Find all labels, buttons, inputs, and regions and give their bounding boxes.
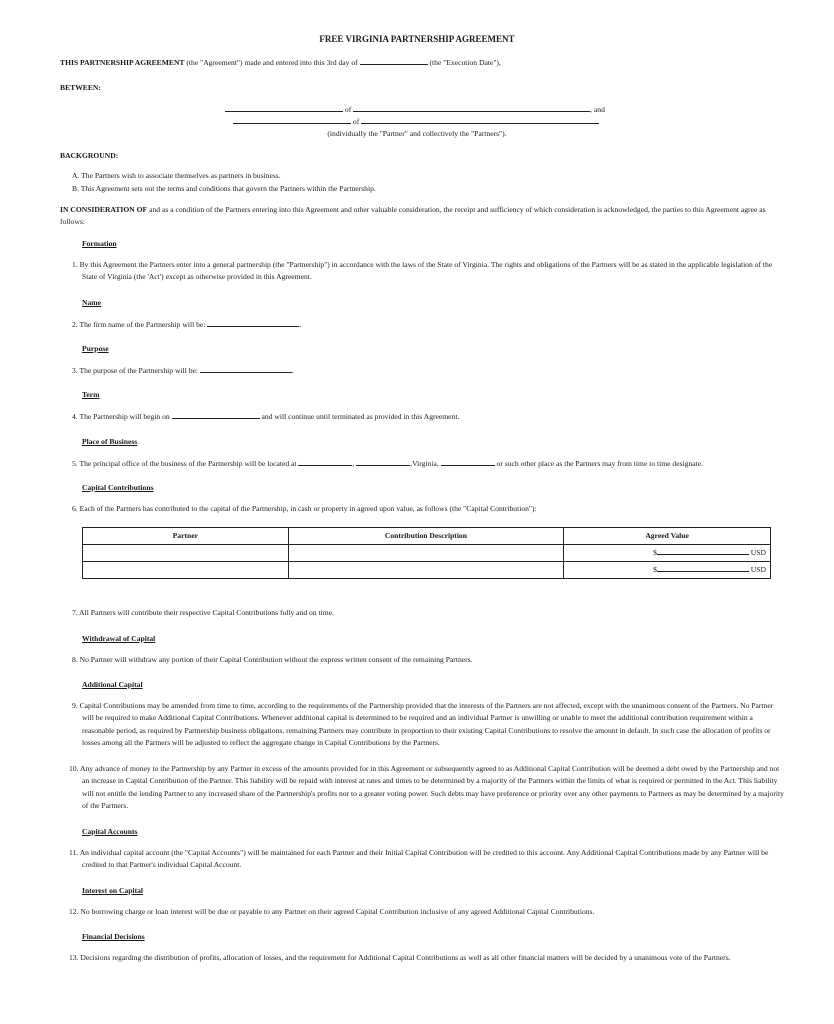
section-heading-financial-decisions: Financial Decisions [82,932,145,941]
section-heading-name: Name [82,298,101,307]
party-2-of: of [351,117,362,126]
capital-contributions-table [82,527,771,579]
agreed-value-field[interactable] [657,546,749,555]
partner-2-name-field[interactable] [233,115,351,124]
background-item-b: B. This Agreement sets out the terms and conditions that govern the Partners within the Partnership. [72,184,376,193]
between-heading: BETWEEN: [60,83,101,92]
intro-text-1: (the "Agreement") made and entered into this 3rd day of [184,58,360,67]
partner-1-address-field[interactable] [353,103,590,112]
clause-3: 3. The purpose of the Partnership will be: . [72,366,294,375]
currency-unit: USD [750,548,766,558]
partner-cell[interactable] [83,562,289,579]
intro-paragraph [60,56,501,69]
clause-8: 8. No Partner will withdraw any portion of their Capital Contribution without the express written consent of the remaining Partners. [72,655,473,664]
table-row [83,562,771,579]
section-heading-capital-contributions: Capital Contributions [82,483,154,492]
table-row [83,545,771,562]
currency-symbol: $ [653,565,657,575]
agreed-value-field[interactable] [657,563,749,572]
clause-2-text: 2. The firm name of the Partnership will be: [72,320,208,329]
section-heading-formation: Formation [82,239,117,248]
clause-5-text-b: ,Virginia, [410,459,441,468]
header-agreed-value: Agreed Value [564,528,771,545]
document-title: FREE VIRGINIA PARTNERSHIP AGREEMENT [319,34,515,44]
clause-12: 12. No borrowing charge or loan interest will be due or payable to any Partner on their agreed Capital Contribution inclusive of any agreed Additional Capital Contributions. [69,907,595,916]
firm-name-field[interactable] [207,318,299,327]
party-1-and: , and [590,105,605,114]
table-header-row [83,528,771,545]
start-date-field[interactable] [172,410,260,419]
section-heading-additional-capital: Additional Capital [82,680,143,689]
party-1-of: of [343,105,354,114]
clause-4-text-b: and will continue until terminated as provided in this Agreement. [259,412,460,421]
purpose-field[interactable] [200,364,292,373]
section-heading-capital-accounts: Capital Accounts [82,827,138,836]
clause-9: 9. Capital Contributions may be amended from time to time, according to the requirements of the Partnership provided that the interests of the Partners are not affected, except with the unanimous consent of the Partners. No Partner will be required to make Additional Capital Contributions. Whenever additional capital is determined to be required and an individual Partner is unwilling or unable to meet the additional contribution requirement within a reasonable period, as required by Partnership business obligations, remaining Partners may contribute in proportion to their existing Capital Contributions to resolve the amount in default. In such case the allocation of profits or losses among all the Partners will be adjusted to reflect the aggregate change in Capital Contributions by the Partners. [72,701,774,748]
partner-2-address-field[interactable] [361,115,599,124]
clause-4 [72,410,459,423]
section-heading-term: Term [82,390,100,399]
consideration-bold-lead: IN CONSIDERATION OF [60,205,148,214]
background-item-a: A. The Partners wish to associate themselves as partners in business. [72,171,281,180]
currency-unit: USD [750,565,766,575]
clause-1: 1. By this Agreement the Partners enter into a general partnership (the "Partnership") in accordance with the laws of the State of Virginia. The rights and obligations of the Partners will be as stated in the applicable legislation of the State of Virginia (the 'Act') except as otherwise provided in this Agreement. [72,260,773,282]
office-city-field[interactable] [356,457,410,466]
party-line-2 [233,115,599,128]
clause-5-text-a: 5. The principal office of the business of the Partnership will be located at [72,459,299,468]
clause-6: 6. Each of the Partners has contributed to the capital of the Partnership, in cash or property in agreed upon value, as follows (the "Capital Contribution"): [72,504,537,513]
contribution-description-cell[interactable] [288,545,564,562]
clause-5-text-c: or such other place as the Partners may from time to time designate. [494,459,703,468]
clause-13: 13. Decisions regarding the distribution of profits, allocation of losses, and the requirement for Additional Capital Contributions as well as all other financial matters will be decided by a unanimous vote of the Partners. [69,953,731,962]
partner-1-name-field[interactable] [225,103,343,112]
clause-11: 11. An individual capital account (the "Capital Accounts") will be maintained for each Partner and their Initial Capital Contribution will be credited to this account. Any Additional Capital Contributions made by any Partner will be credited to that Partner's individual Capital Account. [69,848,769,870]
agreed-value-cell[interactable] [564,562,771,579]
parties-caption: (individually the "Partner" and collectively the "Partners"). [327,129,507,138]
section-heading-interest-on-capital: Interest on Capital [82,886,144,895]
currency-symbol: $ [653,548,657,558]
intro-text-2: (the "Execution Date"), [427,58,501,67]
clause-3-text: 3. The purpose of the Partnership will be: [72,366,200,375]
clause-5: 5. The principal office of the business of the Partnership will be located at , ,Virginia, or such other place as the Partners may from time to time designate. [72,459,703,468]
header-partner: Partner [83,528,289,545]
clause-10: 10. Any advance of money to the Partnership by any Partner in excess of the amounts provided for in this Agreement or subsequently agreed to as Additional Capital Contribution will be deemed a debt owed by the Partnership and not an increase in Capital Contribution of the Partner. This liability will be repaid with interest at rates and times to be determined by a majority of the Partners within the limits of what is required or permitted in the Act. This liability will not entitle the lending Partner to any increased share of the Partnership's profits nor to a greater voting power. Such debts may have preference or priority over any other payments to Partners as may be determined by a majority of the Partners. [69,764,784,811]
header-contribution-description: Contribution Description [288,528,564,545]
intro-bold-lead: THIS PARTNERSHIP AGREEMENT [60,58,185,67]
consideration-text: and as a condition of the Partners entering into this Agreement and other valuable consideration, the receipt and sufficiency of which consideration is acknowledged, the parties to this Agreement agree as follows: [60,205,766,227]
contribution-description-cell[interactable] [288,562,564,579]
execution-date-field[interactable] [360,56,428,65]
office-zip-field[interactable] [441,457,495,466]
section-heading-purpose: Purpose [82,344,109,353]
partner-cell[interactable] [83,545,289,562]
clause-4-text-a: 4. The Partnership will begin on [72,412,172,421]
consideration-paragraph [60,204,772,229]
section-heading-withdrawal-of-capital: Withdrawal of Capital [82,634,156,643]
office-street-field[interactable] [298,457,352,466]
agreed-value-cell[interactable] [564,545,771,562]
clause-2: 2. The firm name of the Partnership will be: . [72,320,302,329]
clause-7: 7. All Partners will contribute their respective Capital Contributions fully and on time. [72,608,334,617]
section-heading-place-of-business: Place of Business [82,437,138,446]
background-heading: BACKGROUND: [60,151,119,160]
